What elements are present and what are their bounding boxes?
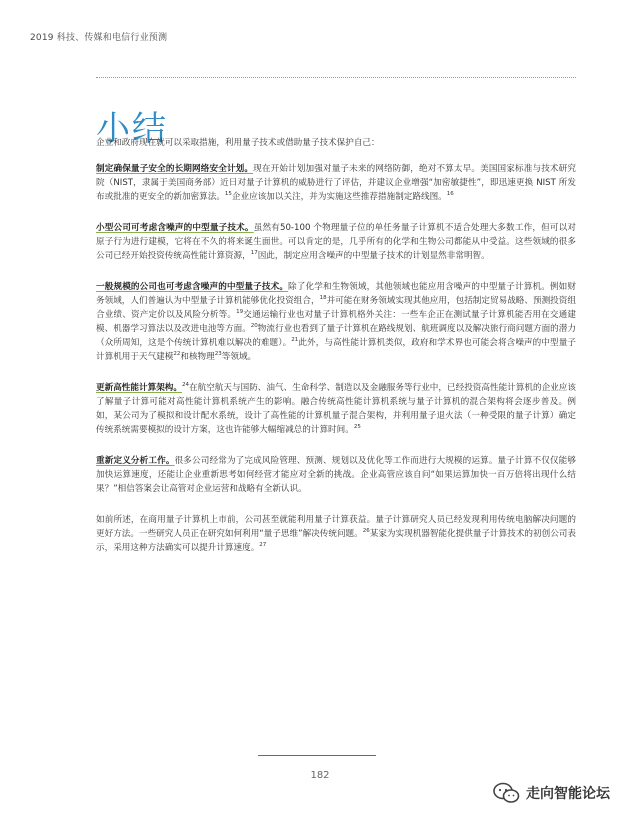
footnote-ref: 17: [250, 250, 258, 257]
watermark-text: 走向智能论坛: [526, 786, 610, 802]
paragraph-lead: 小型公司可考虑含噪声的中型量子技术。: [96, 223, 254, 233]
footnote-ref: 24: [182, 382, 189, 389]
paragraph-hpc-architecture: [96, 381, 576, 437]
paragraph-body: 如前所述，在商用量子计算机上市前，公司甚至就能利用量子计算获益。量子计算研究人员已经发现利用传统电脑解决问题的更好方法。一些研究人员正在研究如何利用“量子思维”解决传统问题。: [96, 515, 576, 539]
paragraph-lead: 重新定义分析工作。: [96, 456, 175, 466]
footnote-ref: 19: [236, 309, 244, 316]
paragraph-lead: 制定确保量子安全的长期网络安全计划。: [96, 164, 254, 174]
paragraph-lead: 一般规模的公司也可考虑含噪声的中型量子技术。: [96, 282, 289, 292]
paragraph-analytics: [96, 454, 576, 496]
paragraph-body: 和核物理: [180, 352, 215, 362]
paragraph-conclusion: [96, 513, 576, 555]
intro-paragraph: 企业和政府现在就可以采取措施，利用量子技术或借助量子技术保护自己：: [96, 138, 380, 148]
paragraph-body: 某家为实现机器智能化提供量子计算技术的初创公司表示，采用这种方法确实可以提升计算速度。: [96, 529, 576, 553]
footnote-ref: 26: [362, 528, 370, 535]
paragraph-body: 虽然有50-100 个物理量子位的单任务量子计算机不适合处理大多数工作，但可以对原子行为进行建模，它将在不久的将来诞生面世。可以肯定的是，几乎所有的化学和生物公司都能从中受益。这些领域的很多公司已经开始投资传统高性能计算资源，: [96, 223, 576, 261]
watermark: [492, 782, 610, 804]
paragraph-body: 企业应该加以关注，并为实施这些推荐措施制定路线图。: [231, 192, 447, 202]
paragraph-small-companies: [96, 221, 576, 263]
paragraph-body: 因此，制定应用含噪声的中型量子技术的计划显然非常明智。: [257, 251, 490, 261]
footnote-ref: 22: [173, 351, 181, 358]
wechat-icon: [492, 782, 520, 804]
running-header: 2019 科技、传媒和电信行业预测: [30, 33, 168, 43]
paragraph-body: 并可能在财务领域实现其他应用，包括制定贸易战略、预测投资组合业绩、资产定价以及风险分析等。: [96, 296, 576, 320]
dotted-divider: [96, 77, 576, 78]
footnote-ref: 18: [319, 295, 327, 302]
footnote-ref: 23: [214, 351, 222, 358]
footnote-ref: 21: [291, 337, 299, 344]
page-number: 182: [310, 770, 330, 781]
paragraph-body: 等领域。: [221, 352, 257, 362]
footnote-ref: 20: [250, 323, 258, 330]
footnote-ref: 25: [353, 424, 361, 431]
footnote-ref: 15: [224, 191, 232, 198]
paragraph-body: 物流行业也看到了量子计算机在路线规划、航班调度以及解决旅行商问题方面的潜力（众所周知，这是个传统计算机难以解决的难题）。: [96, 324, 576, 348]
paragraph-body: 现在开始计划加强对量子未来的网络防御，绝对不算太早。美国国家标准与技术研究院（NIST，隶属于美国商务部）近日对量子计算机的威胁进行了评估，并建议企业增强“加密敏捷性”，即迅速更换 NIST 所发布或批准的更安全的新加密算法。: [96, 164, 576, 202]
footer-divider: [258, 755, 376, 756]
paragraph-cybersecurity: [96, 162, 576, 204]
paragraph-body: 交通运输行业也对量子计算机格外关注：一些车企正在测试量子计算机能否用在交通建模、机器学习算法以及改进电池等方面。: [96, 310, 576, 334]
paragraph-body: 此外，与高性能计算机类似，政府和学术界也可能会将含噪声的中型量子计算机用于天气建模: [96, 338, 576, 362]
paragraph-lead: 更新高性能计算架构。: [96, 383, 182, 393]
footnote-ref: 16: [446, 191, 454, 198]
paragraph-body: 在航空航天与国防、油气、生命科学、制造以及金融服务等行业中，已经投资高性能计算机的企业应该了解量子计算可能对高性能计算机系统产生的影响。融合传统高性能计算机系统与量子计算机的混合架构将会逐步普及。例如，某公司为了模拟和设计配水系统，设计了高性能的计算机量子混合架构，并利用量子退火法（一种受限的量子计算）确定传统系统需要模拟的设计方案，这也许能够大幅缩减总的计算时间。: [96, 383, 576, 435]
section-title: 小结: [96, 108, 168, 149]
paragraph-general-companies: [96, 280, 576, 364]
main-content: [96, 136, 576, 572]
footnote-ref: 27: [259, 542, 267, 549]
paragraph-body: 除了化学和生物领域，其他领域也能应用含噪声的中型量子计算机。例如财务领域，人们普遍认为中型量子计算机能够优化投资组合，: [96, 282, 576, 306]
paragraph-body: 很多公司经常为了完成风险管理、预测、规划以及优化等工作而进行大规模的运算。量子计算不仅仅能够加快运算速度，还能让企业重新思考如何经营才能应对全新的挑战。企业高管应该自问“如果运算加快一百万倍将出现什么结果？”相信答案会让高管对企业运营和战略有全新认识。: [96, 456, 576, 494]
